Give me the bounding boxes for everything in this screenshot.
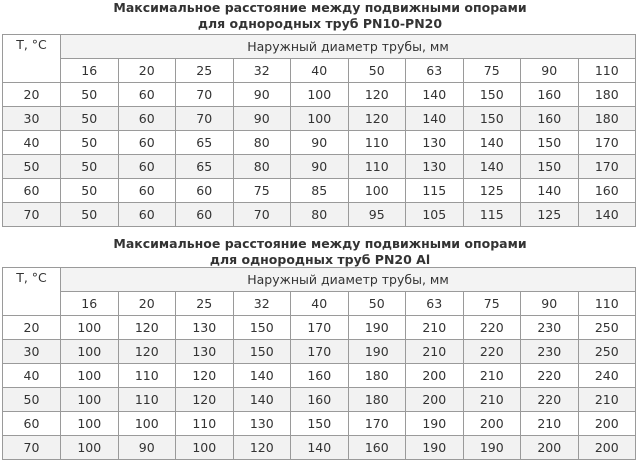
distance-cell: 180 <box>348 388 406 412</box>
distance-cell: 110 <box>118 388 176 412</box>
diameter-cell: 63 <box>406 59 464 83</box>
temperature-cell: 50 <box>3 155 61 179</box>
distance-cell: 210 <box>463 364 521 388</box>
temperature-cell: 60 <box>3 179 61 203</box>
distance-cell: 100 <box>176 436 234 460</box>
temperature-cell: 40 <box>3 364 61 388</box>
diameter-row <box>3 292 636 316</box>
diameter-cell: 75 <box>463 292 521 316</box>
distance-cell: 140 <box>291 436 349 460</box>
distance-cell: 140 <box>521 179 579 203</box>
table-row <box>3 131 636 155</box>
header-row <box>3 268 636 292</box>
diameter-cell: 20 <box>118 59 176 83</box>
distance-cell: 70 <box>176 107 234 131</box>
distance-cell: 60 <box>118 179 176 203</box>
distance-cell: 60 <box>176 203 234 227</box>
distance-cell: 140 <box>406 107 464 131</box>
distance-cell: 240 <box>578 364 636 388</box>
diameter-cell: 40 <box>291 59 349 83</box>
distance-cell: 90 <box>291 155 349 179</box>
distance-cell: 190 <box>348 340 406 364</box>
distance-cell: 120 <box>348 107 406 131</box>
distance-cell: 210 <box>578 388 636 412</box>
distance-cell: 150 <box>521 155 579 179</box>
table-row <box>3 412 636 436</box>
temperature-cell: 50 <box>3 388 61 412</box>
distance-cell: 100 <box>61 412 119 436</box>
distance-cell: 80 <box>291 203 349 227</box>
distance-cell: 50 <box>61 131 119 155</box>
distance-cell: 110 <box>348 131 406 155</box>
diameter-cell: 50 <box>348 59 406 83</box>
diameter-cell: 16 <box>61 59 119 83</box>
diameter-cell: 63 <box>406 292 464 316</box>
table1-title-line-1: Максимальное расстояние между подвижными опорами <box>113 0 527 15</box>
temperature-cell: 20 <box>3 83 61 107</box>
distance-cell: 200 <box>463 412 521 436</box>
distance-cell: 190 <box>406 412 464 436</box>
distance-cell: 70 <box>233 203 291 227</box>
distance-cell: 115 <box>463 203 521 227</box>
distance-cell: 170 <box>348 412 406 436</box>
table-row <box>3 364 636 388</box>
distance-cell: 65 <box>176 131 234 155</box>
distance-cell: 115 <box>406 179 464 203</box>
distance-cell: 160 <box>348 436 406 460</box>
distance-cell: 120 <box>176 364 234 388</box>
table-row <box>3 155 636 179</box>
diameter-cell: 32 <box>233 59 291 83</box>
distance-cell: 60 <box>118 83 176 107</box>
distance-cell: 60 <box>118 131 176 155</box>
distance-cell: 160 <box>521 107 579 131</box>
distance-cell: 120 <box>118 316 176 340</box>
distance-cell: 110 <box>348 155 406 179</box>
distance-cell: 100 <box>61 436 119 460</box>
distance-cell: 170 <box>578 131 636 155</box>
diameter-cell: 90 <box>521 292 579 316</box>
distance-cell: 220 <box>521 364 579 388</box>
distance-cell: 70 <box>176 83 234 107</box>
distance-cell: 180 <box>578 83 636 107</box>
distance-cell: 130 <box>406 131 464 155</box>
distance-cell: 85 <box>291 179 349 203</box>
distance-cell: 100 <box>61 388 119 412</box>
distance-cell: 150 <box>233 316 291 340</box>
distance-cell: 180 <box>348 364 406 388</box>
distance-cell: 250 <box>578 340 636 364</box>
distance-cell: 150 <box>463 107 521 131</box>
diameter-cell: 20 <box>118 292 176 316</box>
diameter-cell: 16 <box>61 292 119 316</box>
diameter-cell: 40 <box>291 292 349 316</box>
diameter-cell: 32 <box>233 292 291 316</box>
distance-cell: 140 <box>578 203 636 227</box>
distance-cell: 130 <box>176 316 234 340</box>
table2-title-line-2: для однородных труб PN20 Al <box>209 252 431 267</box>
distance-cell: 140 <box>233 388 291 412</box>
distance-cell: 160 <box>578 179 636 203</box>
distance-cell: 100 <box>348 179 406 203</box>
distance-cell: 170 <box>291 340 349 364</box>
distance-cell: 160 <box>291 388 349 412</box>
distance-cell: 60 <box>118 203 176 227</box>
distance-cell: 125 <box>463 179 521 203</box>
distance-cell: 150 <box>463 83 521 107</box>
distance-cell: 140 <box>463 131 521 155</box>
distance-cell: 130 <box>233 412 291 436</box>
diameter-cell: 110 <box>578 59 636 83</box>
table1 <box>2 34 636 227</box>
distance-cell: 60 <box>118 107 176 131</box>
distance-cell: 220 <box>521 388 579 412</box>
distance-cell: 130 <box>176 340 234 364</box>
diameter-cell: 25 <box>176 59 234 83</box>
distance-cell: 90 <box>291 131 349 155</box>
temperature-header: T, °C <box>3 268 61 316</box>
distance-cell: 60 <box>118 155 176 179</box>
distance-cell: 90 <box>118 436 176 460</box>
diameter-cell: 90 <box>521 59 579 83</box>
table-row <box>3 316 636 340</box>
distance-cell: 50 <box>61 203 119 227</box>
distance-cell: 140 <box>406 83 464 107</box>
distance-cell: 220 <box>463 340 521 364</box>
distance-cell: 140 <box>233 364 291 388</box>
header-row <box>3 35 636 59</box>
table-row <box>3 179 636 203</box>
distance-cell: 150 <box>291 412 349 436</box>
distance-cell: 100 <box>118 412 176 436</box>
distance-cell: 80 <box>233 155 291 179</box>
temperature-cell: 70 <box>3 436 61 460</box>
distance-cell: 95 <box>348 203 406 227</box>
distance-cell: 90 <box>233 83 291 107</box>
table-row <box>3 203 636 227</box>
distance-cell: 90 <box>233 107 291 131</box>
distance-cell: 170 <box>291 316 349 340</box>
distance-cell: 150 <box>521 131 579 155</box>
table-row <box>3 388 636 412</box>
distance-cell: 100 <box>291 107 349 131</box>
diameter-cell: 50 <box>348 292 406 316</box>
distance-cell: 130 <box>406 155 464 179</box>
distance-cell: 200 <box>406 388 464 412</box>
distance-cell: 230 <box>521 340 579 364</box>
temperature-cell: 40 <box>3 131 61 155</box>
temperature-cell: 60 <box>3 412 61 436</box>
distance-cell: 150 <box>233 340 291 364</box>
table-row <box>3 107 636 131</box>
distance-cell: 190 <box>348 316 406 340</box>
table1-title <box>0 0 640 32</box>
distance-cell: 100 <box>61 364 119 388</box>
distance-cell: 180 <box>578 107 636 131</box>
distance-cell: 250 <box>578 316 636 340</box>
diameter-cell: 75 <box>463 59 521 83</box>
temperature-cell: 20 <box>3 316 61 340</box>
table2-title-line-1: Максимальное расстояние между подвижными опорами <box>113 236 527 251</box>
distance-cell: 105 <box>406 203 464 227</box>
distance-cell: 200 <box>578 436 636 460</box>
temperature-cell: 70 <box>3 203 61 227</box>
distance-cell: 60 <box>176 179 234 203</box>
distance-cell: 210 <box>463 388 521 412</box>
diameter-cell: 25 <box>176 292 234 316</box>
distance-cell: 100 <box>61 316 119 340</box>
distance-cell: 110 <box>118 364 176 388</box>
distance-cell: 200 <box>578 412 636 436</box>
table-row <box>3 436 636 460</box>
table-row <box>3 340 636 364</box>
table2 <box>2 267 636 460</box>
distance-cell: 200 <box>406 364 464 388</box>
distance-cell: 170 <box>578 155 636 179</box>
distance-cell: 65 <box>176 155 234 179</box>
distance-cell: 110 <box>176 412 234 436</box>
distance-cell: 210 <box>406 340 464 364</box>
distance-cell: 120 <box>176 388 234 412</box>
distance-cell: 50 <box>61 83 119 107</box>
distance-cell: 160 <box>521 83 579 107</box>
distance-cell: 50 <box>61 155 119 179</box>
distance-cell: 75 <box>233 179 291 203</box>
diameter-cell: 110 <box>578 292 636 316</box>
temperature-header: T, °C <box>3 35 61 83</box>
distance-cell: 160 <box>291 364 349 388</box>
distance-cell: 190 <box>406 436 464 460</box>
distance-cell: 210 <box>521 412 579 436</box>
distance-cell: 50 <box>61 179 119 203</box>
distance-cell: 140 <box>463 155 521 179</box>
distance-cell: 120 <box>118 340 176 364</box>
table1-title-line-2: для однородных труб PN10-PN20 <box>197 16 443 31</box>
distance-cell: 210 <box>406 316 464 340</box>
diameter-header: Наружный диаметр трубы, мм <box>61 268 636 292</box>
distance-cell: 100 <box>61 340 119 364</box>
temperature-cell: 30 <box>3 107 61 131</box>
distance-cell: 120 <box>233 436 291 460</box>
distance-cell: 200 <box>521 436 579 460</box>
distance-cell: 50 <box>61 107 119 131</box>
diameter-header: Наружный диаметр трубы, мм <box>61 35 636 59</box>
distance-cell: 120 <box>348 83 406 107</box>
distance-cell: 100 <box>291 83 349 107</box>
distance-cell: 125 <box>521 203 579 227</box>
table-row <box>3 83 636 107</box>
distance-cell: 220 <box>463 316 521 340</box>
distance-cell: 80 <box>233 131 291 155</box>
diameter-row <box>3 59 636 83</box>
distance-cell: 190 <box>463 436 521 460</box>
distance-cell: 230 <box>521 316 579 340</box>
temperature-cell: 30 <box>3 340 61 364</box>
table2-title <box>0 236 640 268</box>
